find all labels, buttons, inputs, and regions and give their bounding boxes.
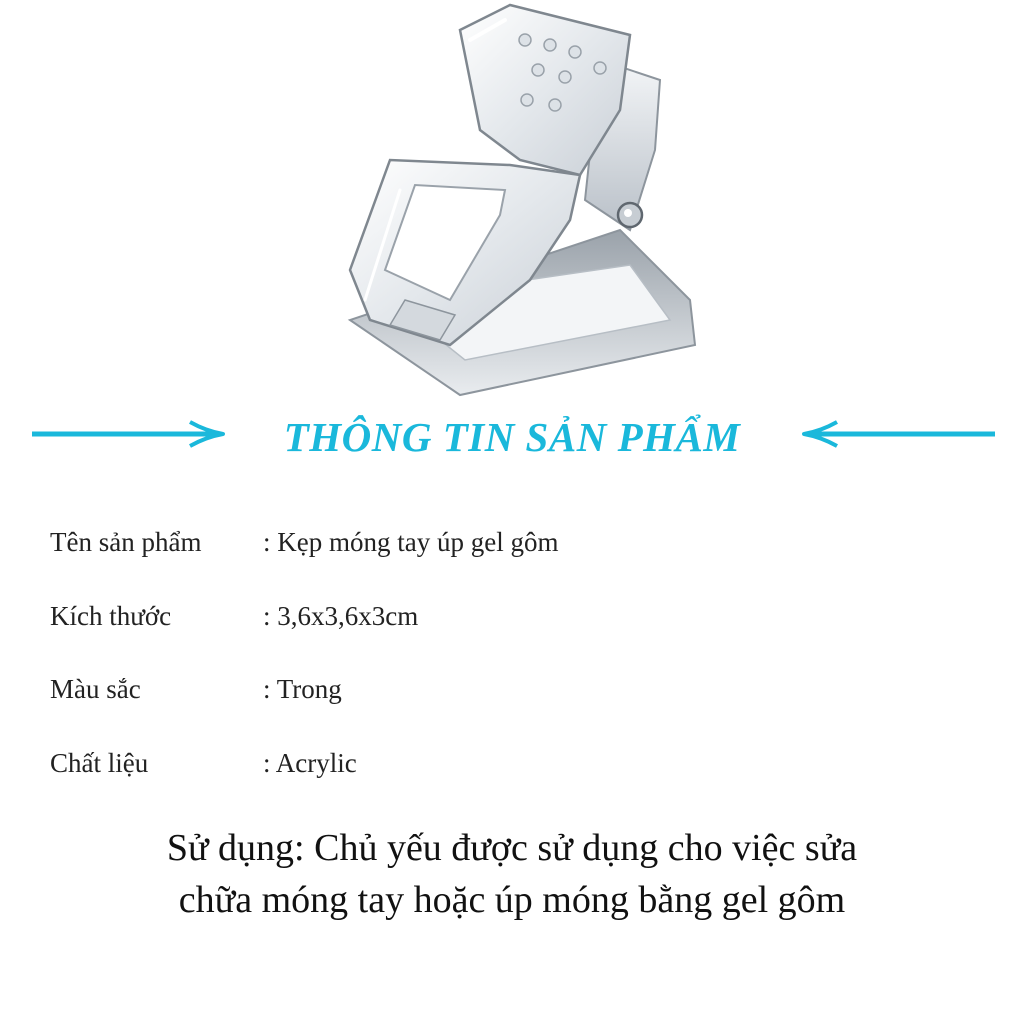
arrow-right-icon: [30, 419, 225, 449]
page-title: THÔNG TIN SẢN PHẨM: [283, 414, 741, 460]
spec-row-color: [50, 674, 950, 748]
arrow-left-icon: [802, 419, 997, 449]
spec-row-name: [50, 527, 950, 601]
usage-line: chữa móng tay hoặc úp móng bằng gel gôm: [178, 879, 846, 921]
product-image: [330, 0, 710, 400]
spec-label: Chất liệu: [50, 747, 149, 778]
spec-value: : 3,6x3,6x3cm: [263, 600, 419, 631]
spec-row-size: [50, 601, 950, 675]
spec-value: : Trong: [263, 674, 342, 704]
usage-line: Sử dụng: Chủ yếu được sử dụng cho việc sửa: [166, 827, 858, 869]
spec-value: : Acrylic: [263, 747, 357, 778]
spec-list: [50, 527, 950, 821]
spec-label: Màu sắc: [50, 674, 141, 704]
section-heading: [0, 405, 1024, 465]
spec-label: Kích thước: [50, 600, 172, 631]
spec-label: Tên sản phẩm: [50, 527, 202, 557]
usage-description: [40, 822, 984, 926]
spec-value: : Kẹp móng tay úp gel gôm: [263, 527, 559, 557]
spec-row-material: [50, 748, 950, 822]
